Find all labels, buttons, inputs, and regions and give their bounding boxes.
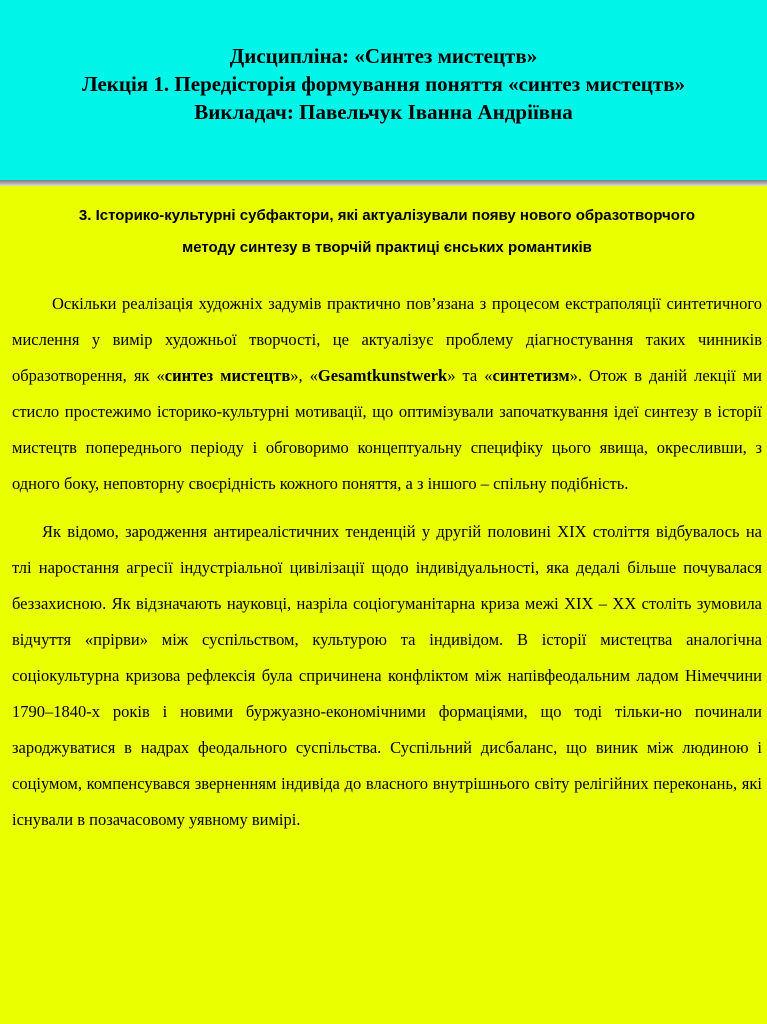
paragraph-1-text-c: » та « [447, 366, 493, 385]
title-banner [0, 0, 767, 180]
paragraph-1-text-a: Оскільки реалізація художніх задумів практично пов’язана з процесом екстраполяції синтетичного мислення у вимір художньої творчості, це актуалізує проблему діагностування таких чинників образотворення, як « [12, 294, 762, 385]
lecture-title: Лекція 1. Передісторія формування поняття «синтез мистецтв» [81, 72, 686, 96]
paragraph-1 [12, 286, 762, 502]
section-heading-line2: методу синтезу в творчій практиці єнських романтиків [182, 239, 592, 256]
paragraph-1-text-b: », « [290, 366, 318, 385]
lecture-content [12, 200, 762, 838]
paragraph-2: Як відомо, зародження антиреалістичних тенденцій у другій половині XIX століття відбувалось на тлі наростання агресії індустріальної цивілізації щодо індивідуальності, яка дедалі більше почувалася беззахисною. Як відзначають науковці, назріла соціогуманітарна криза межі XIX – XX століть зумовила відчуття «прірви» між суспільством, культурою та індивідом. В історії мистецтва аналогічна соціокультурна кризова рефлексія була спричинена конфліктом між напівфеодальним ладом Німеччини 1790–1840-х років і новими буржуазно-економічними формаціями, що тоді тільки-но починали зароджуватися в надрах феодального суспільства. Суспільний дисбаланс, що виник між людиною і соціумом, компенсувався зверненням індивіда до власного внутрішнього світу релігійних переконань, які існували в позачасовому уявному вимірі. [12, 522, 762, 829]
discipline-title: Дисципліна: «Синтез мистецтв» [229, 44, 538, 68]
paragraph-1-text-d: ». Отож в даній лекції ми стисло простежимо історико-культурні мотивації, що оптимізували започаткування ідеї синтезу в історії мистецтв попереднього періоду і обговоримо концептуальну специфіку цього явища, окресливши, з одного боку, неповторну своєрідність кожного поняття, а з іншого – спільну подібність. [12, 366, 762, 493]
term-synthetism: синтетизм [492, 366, 570, 385]
section-heading [12, 200, 762, 264]
term-gesamtkunstwerk: Gesamtkunstwerk [317, 366, 448, 385]
lecturer-name: Викладач: Павельчук Іванна Андріївна [194, 100, 573, 124]
title-block [0, 42, 767, 126]
term-synthesis-of-arts: синтез мистецтв [164, 366, 291, 385]
section-heading-line1: 3. Історико-культурні субфактори, які актуалізували появу нового образотворчого [78, 207, 696, 224]
